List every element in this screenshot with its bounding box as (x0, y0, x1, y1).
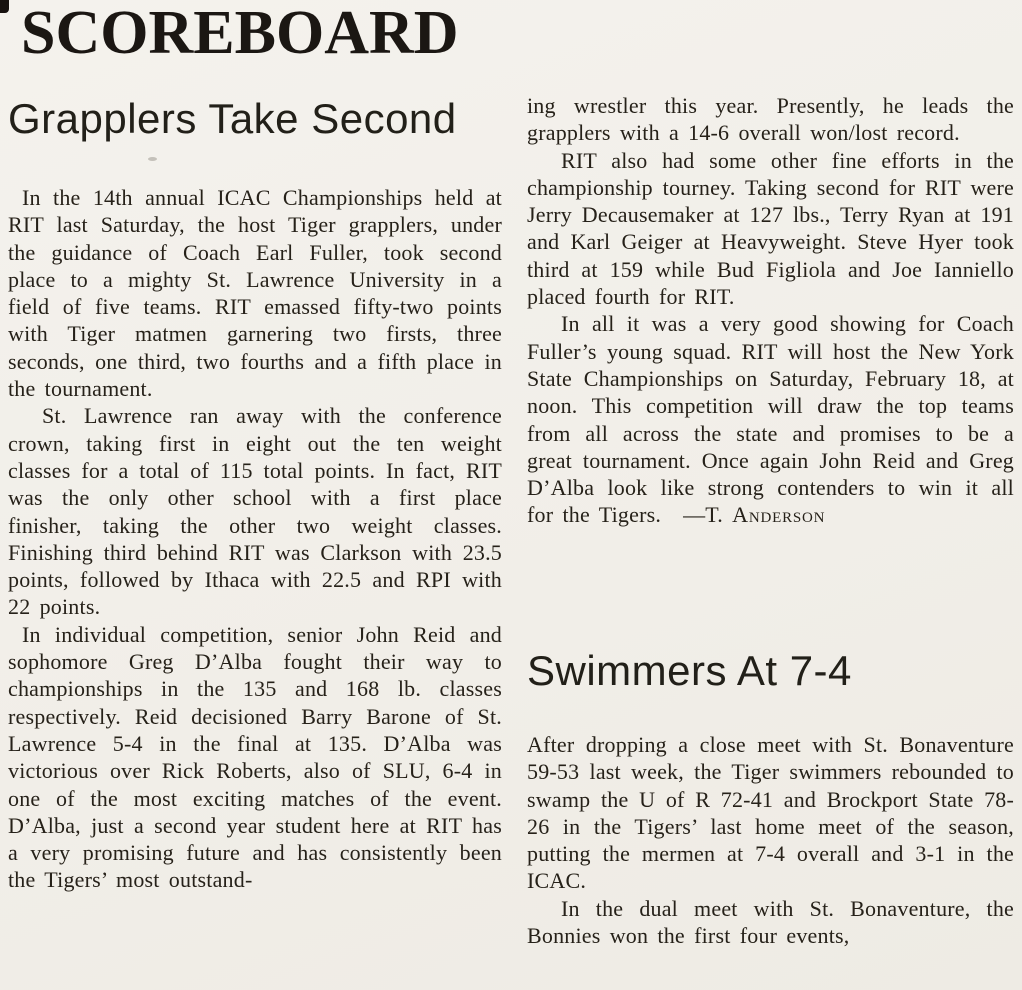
grapplers-paragraph-3: In individual competition, senior John Reid and sophomore Greg D’Alba fought their way to championships in the 135 and 168 lb. classes respectively. Reid decisioned Barry Barone of St. Lawrence 5-4 in the final at 135. D’Alba was victorious over Rick Roberts, also of SLU, 6-4 in one of the most exciting matches of the event. D’Alba, just a second year student here at RIT has a very promising future and has consistently been the Tigers’ most outstand- (8, 621, 502, 893)
grapplers-headline: Grapplers Take Second (8, 95, 457, 142)
right-column-bottom (527, 647, 1014, 949)
byline (683, 502, 825, 527)
scan-corner-artifact (0, 0, 9, 13)
swimmers-paragraph-1: After dropping a close meet with St. Bonaventure 59-53 last week, the Tiger swimmers rebounded to swamp the U of R 72-41 and Brockport State 78-26 in the Tigers’ last home meet of the season, putting the mermen at 7-4 overall and 3-1 in the ICAC. (527, 732, 1014, 894)
left-column (8, 95, 502, 894)
grapplers-paragraph-2: St. Lawrence ran away with the conference crown, taking first in eight out the ten weight classes for a total of 115 total points. In fact, RIT was the only other school with a first place finisher, taking the other two weight classes. Finishing third behind RIT was Clarkson with 23.5 points, followed by Ithaca with 22.5 and RPI with 22 points. (8, 403, 502, 620)
swimmers-headline: Swimmers At 7-4 (527, 647, 852, 694)
grapplers-continuation-1: ing wrestler this year. Presently, he leads the grapplers with a 14-6 overall won/lost record. (527, 93, 1014, 146)
right-column-top (527, 92, 1014, 529)
grapplers-continuation-2: RIT also had some other fine efforts in the championship tourney. Taking second for RIT were Jerry Decausemaker at 127 lbs., Terry Ryan at 191 and Karl Geiger at Heavyweight. Steve Hyer took third at 159 while Bud Figliola and Joe Ianniello placed fourth for RIT. (527, 147, 1014, 310)
byline-name: Anderson (732, 502, 826, 528)
grapplers-continuation-3 (527, 310, 1014, 528)
grapplers-paragraph-1: In the 14th annual ICAC Championships held at RIT last Saturday, the host Tiger grapplers, under the guidance of Coach Earl Fuller, took second place to a mighty St. Lawrence University in a field of five teams. RIT emassed fifty-two points with Tiger matmen garnering two firsts, three seconds, one third, two fourths and a fifth place in the tournament. (8, 185, 502, 402)
byline-prefix: —T. (683, 502, 733, 528)
grapplers-continuation-3-text: In all it was a very good showing for Coach Fuller’s young squad. RIT will host the New York State Championships on Saturday, February 18, at noon. This competition will draw the top teams from all across the state and promises to be a great tournament. Once again John Reid and Greg D’Alba look like strong contenders to win it all for the Tigers. (527, 311, 1014, 528)
swimmers-paragraph-2: In the dual meet with St. Bonaventure, the Bonnies won the first four events, (527, 895, 1014, 949)
masthead-title: SCOREBOARD (21, 0, 459, 67)
